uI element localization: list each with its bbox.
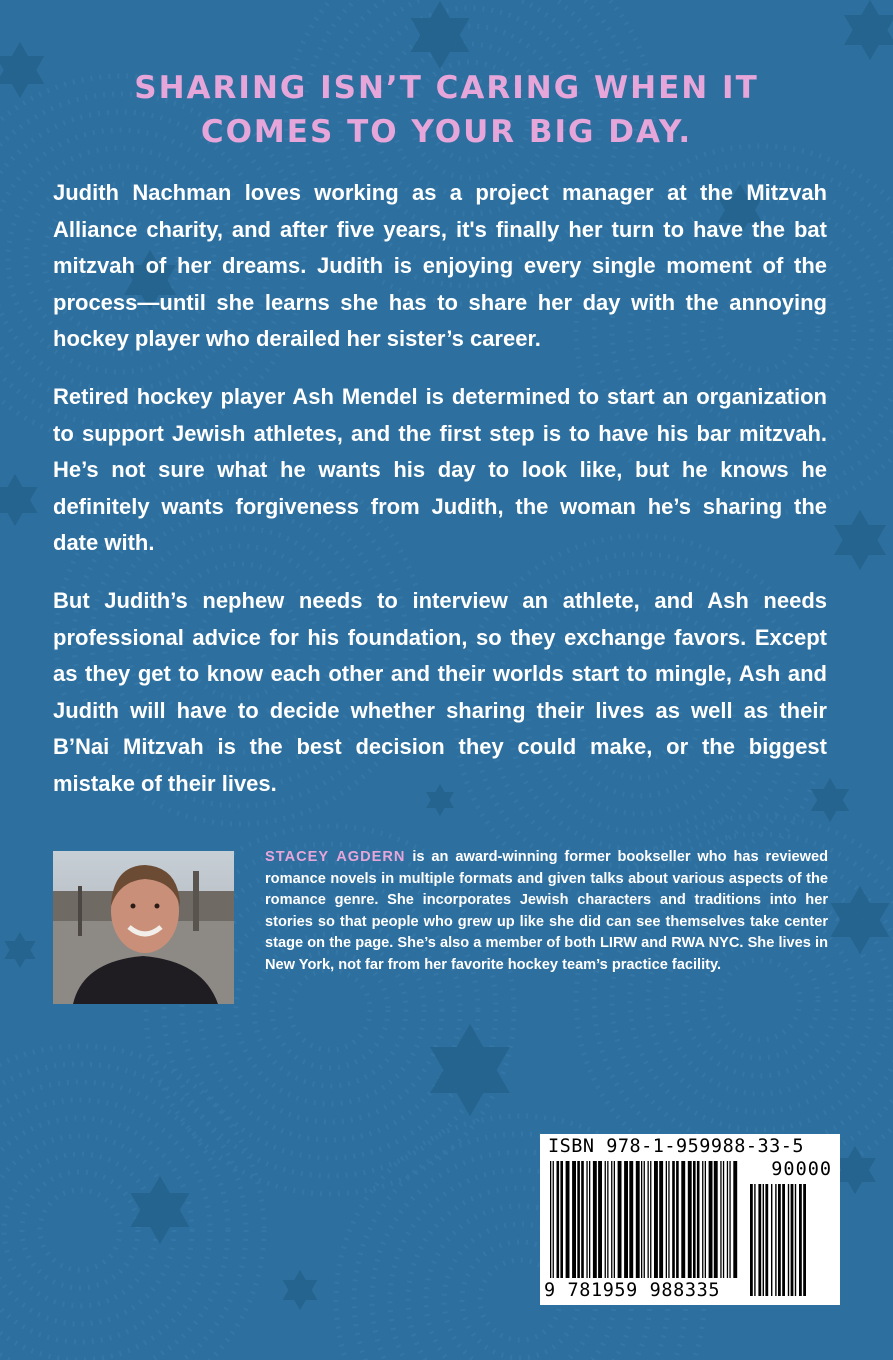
blurb-paragraph-3: But Judith’s nephew needs to interview an athlete, and Ash needs professional advice for his foundation, so they exchange favors. Except as they get to know each other and their worlds start to mingle, Ash and Judith will have to decide whether sharing their lives as well as their B’Nai Mitzvah is the best decision they could make, or the biggest mistake of their lives.: [53, 588, 827, 796]
author-bio: [265, 847, 828, 976]
isbn-barcode: [540, 1134, 840, 1305]
price-code: 90000: [771, 1159, 832, 1180]
tagline: [60, 66, 833, 154]
author-photo: [53, 851, 234, 1004]
isbn-digits: 9 781959 988335: [544, 1280, 721, 1301]
author-bio-text: is an award-winning former bookseller who has reviewed romance novels in multiple formats and given talks about various aspects of the romance genre. She incorporates Jewish characters and traditions into her stories so that people who grew up like she did can see themselves take center stage on the page. She’s also a member of both LIRW and RWA NYC. She lives in New York, not far from her favorite hockey team’s practice facility.: [265, 849, 828, 973]
tagline-line-2: COMES TO YOUR BIG DAY.: [200, 114, 693, 150]
author-name: STACEY AGDERN: [265, 849, 406, 865]
blurb-paragraph-1: Judith Nachman loves working as a project manager at the Mitzvah Alliance charity, and after five years, it's finally her turn to have the bat mitzvah of her dreams. Judith is enjoying every single moment of the process—until she learns she has to share her day with the annoying hockey player who derailed her sister’s career.: [53, 180, 827, 351]
tagline-line-1: SHARING ISN’T CARING WHEN IT: [134, 70, 759, 106]
isbn-label: ISBN 978-1-959988-33-5: [548, 1136, 805, 1157]
blurb-paragraph-2: Retired hockey player Ash Mendel is determined to start an organization to support Jewish athletes, and the first step is to have his bar mitzvah. He’s not sure what he wants his day to look like, but he knows he definitely wants forgiveness from Judith, the woman he’s sharing the date with.: [53, 384, 827, 555]
